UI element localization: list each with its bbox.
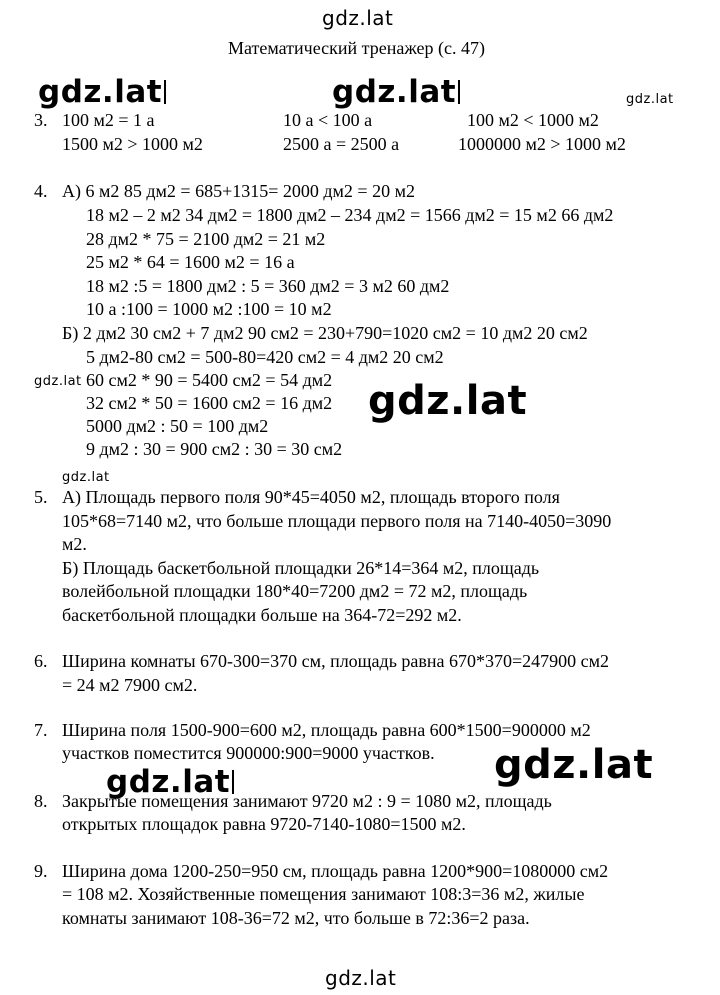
task-4-line: 60 см2 * 90 = 5400 см2 = 54 дм2 [86, 370, 333, 390]
task-5-line: 105*68=7140 м2, что больше площади первого поля на 7140-4050=3090 [62, 511, 612, 531]
task-4-line: 32 см2 * 50 = 1600 см2 = 16 дм2 [86, 393, 333, 413]
task-3-cell: 2500 а = 2500 а [283, 134, 400, 154]
task-number: 8. [34, 791, 48, 811]
task-9-line: = 108 м2. Хозяйственные помещения занимают 108:3=36 м2, жилые [62, 884, 585, 904]
watermark: gdz.lat [332, 74, 460, 110]
task-number: 5. [34, 487, 48, 507]
task-3-cell: 100 м2 < 1000 м2 [467, 110, 599, 130]
task-3-cell: 100 м2 = 1 а [62, 110, 155, 130]
task-6-line: = 24 м2 7900 см2. [62, 675, 198, 695]
task-4-line: 25 м2 * 64 = 1600 м2 = 16 а [86, 252, 295, 272]
task-4-line: Б) 2 дм2 30 см2 + 7 дм2 90 см2 = 230+790=1020 см2 = 10 дм2 20 см2 [62, 323, 588, 343]
task-5-line: волейбольной площадки 180*40=7200 дм2 = 72 м2, площадь [62, 581, 528, 601]
task-4-line: 18 м2 :5 = 1800 дм2 : 5 = 360 дм2 = 3 м2 60 дм2 [86, 276, 450, 296]
watermark: gdz.lat [626, 92, 674, 107]
watermark: gdz.lat [62, 470, 110, 485]
task-4-line: 10 а :100 = 1000 м2 :100 = 10 м2 [86, 299, 332, 319]
task-number: 3. [34, 110, 48, 130]
page-title: Математический тренажер (с. 47) [228, 38, 486, 58]
task-8-line: открытых площадок равна 9720-7140-1080=1500 м2. [62, 814, 466, 834]
task-3-cell: 1500 м2 > 1000 м2 [62, 134, 203, 154]
task-6-line: Ширина комнаты 670-300=370 см, площадь равна 670*370=247900 см2 [62, 651, 610, 671]
task-8-line: Закрытые помещения занимают 9720 м2 : 9 = 1080 м2, площадь [62, 791, 552, 811]
task-3-cell: 10 а < 100 а [283, 110, 373, 130]
task-4-line: 5 дм2-80 см2 = 500-80=420 см2 = 4 дм2 20 см2 [86, 347, 444, 367]
watermark: gdz.lat [38, 74, 166, 110]
watermark: gdz.lat [368, 378, 528, 424]
footer-watermark: gdz.lat [325, 966, 397, 990]
task-4-line: 9 дм2 : 30 = 900 см2 : 30 = 30 см2 [86, 439, 343, 459]
task-4-line: А) 6 м2 85 дм2 = 685+1315= 2000 дм2 = 20 м2 [62, 181, 415, 201]
task-number: 6. [34, 651, 48, 671]
task-number: 4. [34, 181, 48, 201]
task-number: 7. [34, 720, 48, 740]
task-5-line: м2. [62, 534, 87, 554]
task-5-line: А) Площадь первого поля 90*45=4050 м2, площадь второго поля [62, 487, 560, 507]
task-9-line: комнаты занимают 108-36=72 м2, что больше в 72:36=2 раза. [62, 908, 530, 928]
task-5-line: баскетбольной площадки больше на 364-72=292 м2. [62, 605, 462, 625]
task-4-line: 5000 дм2 : 50 = 100 дм2 [86, 416, 269, 436]
task-9-line: Ширина дома 1200-250=950 см, площадь равна 1200*900=1080000 см2 [62, 861, 609, 881]
task-4-line: 28 дм2 * 75 = 2100 дм2 = 21 м2 [86, 229, 326, 249]
task-7-line: Ширина поля 1500-900=600 м2, площадь равна 600*1500=900000 м2 [62, 720, 591, 740]
task-4-line: 18 м2 – 2 м2 34 дм2 = 1800 дм2 – 234 дм2 = 1566 дм2 = 15 м2 66 дм2 [86, 205, 614, 225]
watermark: gdz.lat [34, 374, 82, 389]
task-number: 9. [34, 861, 48, 881]
watermark: gdz.lat [494, 742, 654, 788]
watermark: gdz.lat [106, 764, 234, 800]
task-5-line: Б) Площадь баскетбольной площадки 26*14=364 м2, площадь [62, 558, 540, 578]
task-7-line: участков поместится 900000:900=9000 участков. [62, 743, 435, 763]
header-watermark: gdz.lat [322, 6, 394, 30]
task-3-cell: 1000000 м2 > 1000 м2 [458, 134, 626, 154]
